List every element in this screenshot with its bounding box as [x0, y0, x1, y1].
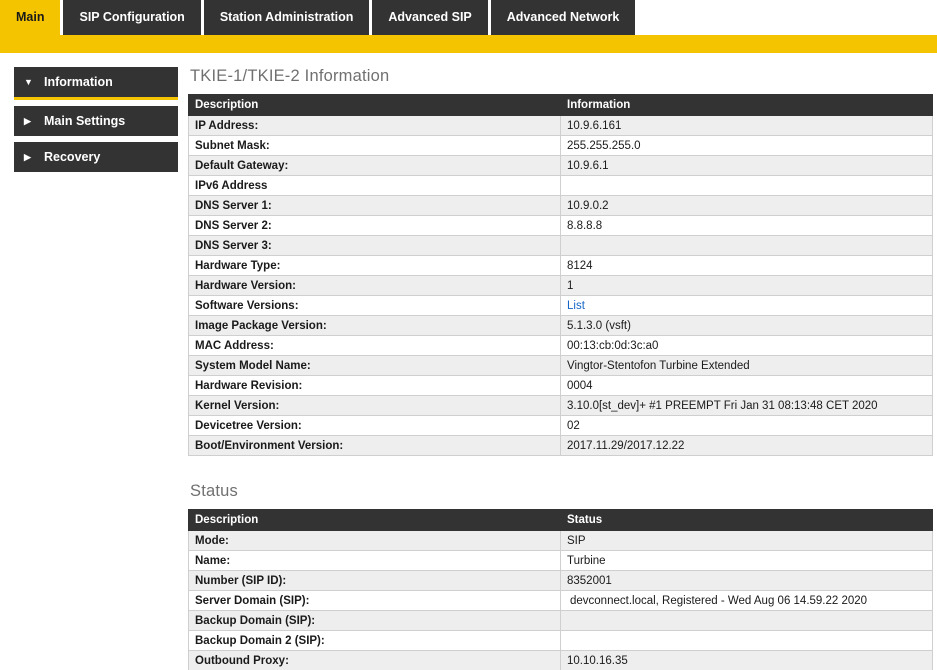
- table-row: [189, 296, 933, 316]
- information-table: [188, 94, 933, 456]
- tab-main-label: Main: [16, 10, 45, 24]
- row-value: 02: [561, 416, 933, 436]
- row-description: Mode:: [189, 531, 561, 551]
- sidebar-item-recovery[interactable]: [14, 142, 178, 172]
- main-content: [178, 67, 937, 670]
- row-description: Number (SIP ID):: [189, 571, 561, 591]
- row-description: Boot/Environment Version:: [189, 436, 561, 456]
- row-value: 10.10.16.35: [561, 651, 933, 670]
- table-row: [189, 436, 933, 456]
- chevron-down-icon: ▼: [24, 77, 33, 87]
- status-section-title: Status: [190, 482, 238, 500]
- row-description: Outbound Proxy:: [189, 651, 561, 670]
- information-table-body: [189, 116, 933, 456]
- row-description: Kernel Version:: [189, 396, 561, 416]
- status-table: [188, 509, 933, 670]
- row-description: DNS Server 1:: [189, 196, 561, 216]
- row-description: Image Package Version:: [189, 316, 561, 336]
- tab-advanced-sip[interactable]: [372, 0, 487, 35]
- row-value: SIP: [561, 531, 933, 551]
- table-row: [189, 316, 933, 336]
- table-row: [189, 156, 933, 176]
- table-row: [189, 176, 933, 196]
- row-description: Server Domain (SIP):: [189, 591, 561, 611]
- row-description: MAC Address:: [189, 336, 561, 356]
- table-row: [189, 136, 933, 156]
- row-value: 255.255.255.0: [561, 136, 933, 156]
- information-col-description: Description: [189, 95, 561, 116]
- table-row: [189, 336, 933, 356]
- table-row: [189, 256, 933, 276]
- table-row: [189, 591, 933, 611]
- row-value: 2017.11.29/2017.12.22: [561, 436, 933, 456]
- row-value: [561, 631, 933, 651]
- row-description: System Model Name:: [189, 356, 561, 376]
- tab-advanced-network[interactable]: [491, 0, 636, 35]
- row-description: Hardware Version:: [189, 276, 561, 296]
- tab-station-administration-label: Station Administration: [219, 10, 354, 24]
- table-header-row: [189, 95, 933, 116]
- row-value: devconnect.local, Registered - Wed Aug 06 14.59.22 2020: [561, 591, 933, 611]
- row-value: 0004: [561, 376, 933, 396]
- table-header-row: [189, 510, 933, 531]
- table-row: [189, 356, 933, 376]
- status-col-description: Description: [189, 510, 561, 531]
- software-versions-list-link[interactable]: List: [567, 299, 585, 312]
- table-row: [189, 216, 933, 236]
- row-description: Default Gateway:: [189, 156, 561, 176]
- row-description: Software Versions:: [189, 296, 561, 316]
- row-description: Devicetree Version:: [189, 416, 561, 436]
- tab-station-administration[interactable]: [204, 0, 370, 35]
- tab-advanced-network-label: Advanced Network: [506, 10, 620, 24]
- sidebar: [0, 67, 178, 670]
- row-value: 8124: [561, 256, 933, 276]
- row-value: [561, 296, 933, 316]
- table-row: [189, 611, 933, 631]
- row-value: Turbine: [561, 551, 933, 571]
- table-row: [189, 116, 933, 136]
- status-col-status: Status: [561, 510, 933, 531]
- table-row: [189, 416, 933, 436]
- chevron-right-icon: ▶: [24, 116, 31, 126]
- table-row: [189, 531, 933, 551]
- main-tab-bar: [0, 0, 937, 35]
- row-value: 8352001: [561, 571, 933, 591]
- table-row: [189, 651, 933, 670]
- tab-sip-configuration-label: SIP Configuration: [79, 10, 185, 24]
- tab-main[interactable]: [0, 0, 60, 35]
- row-value: [561, 611, 933, 631]
- row-value: 5.1.3.0 (vsft): [561, 316, 933, 336]
- accent-bar: [0, 35, 937, 53]
- row-value: 1: [561, 276, 933, 296]
- row-value: 3.10.0[st_dev]+ #1 PREEMPT Fri Jan 31 08:13:48 CET 2020: [561, 396, 933, 416]
- sidebar-item-information[interactable]: [14, 67, 178, 100]
- tab-sip-configuration[interactable]: [63, 0, 200, 35]
- row-description: IPv6 Address: [189, 176, 561, 196]
- table-row: [189, 631, 933, 651]
- row-value: 10.9.6.161: [561, 116, 933, 136]
- row-description: DNS Server 2:: [189, 216, 561, 236]
- status-table-body: [189, 531, 933, 670]
- table-row: [189, 276, 933, 296]
- row-description: Hardware Type:: [189, 256, 561, 276]
- sidebar-item-main-settings[interactable]: [14, 106, 178, 136]
- row-value: 8.8.8.8: [561, 216, 933, 236]
- chevron-right-icon: ▶: [24, 152, 31, 162]
- row-description: Subnet Mask:: [189, 136, 561, 156]
- table-row: [189, 236, 933, 256]
- sidebar-item-information-label: Information: [44, 75, 113, 89]
- row-description: DNS Server 3:: [189, 236, 561, 256]
- row-description: IP Address:: [189, 116, 561, 136]
- row-description: Name:: [189, 551, 561, 571]
- table-row: [189, 376, 933, 396]
- table-row: [189, 396, 933, 416]
- table-row: [189, 571, 933, 591]
- page-body: [0, 53, 937, 670]
- tab-advanced-sip-label: Advanced SIP: [388, 10, 472, 24]
- row-value: [561, 236, 933, 256]
- row-value: 10.9.0.2: [561, 196, 933, 216]
- row-value: 00:13:cb:0d:3c:a0: [561, 336, 933, 356]
- information-section-title: TKIE-1/TKIE-2 Information: [190, 67, 390, 85]
- row-value: [561, 176, 933, 196]
- row-description: Backup Domain (SIP):: [189, 611, 561, 631]
- information-col-information: Information: [561, 95, 933, 116]
- row-value: 10.9.6.1: [561, 156, 933, 176]
- row-value: Vingtor-Stentofon Turbine Extended: [561, 356, 933, 376]
- row-description: Hardware Revision:: [189, 376, 561, 396]
- table-row: [189, 196, 933, 216]
- sidebar-item-recovery-label: Recovery: [44, 150, 101, 164]
- table-row: [189, 551, 933, 571]
- row-description: Backup Domain 2 (SIP):: [189, 631, 561, 651]
- sidebar-item-main-settings-label: Main Settings: [44, 114, 126, 128]
